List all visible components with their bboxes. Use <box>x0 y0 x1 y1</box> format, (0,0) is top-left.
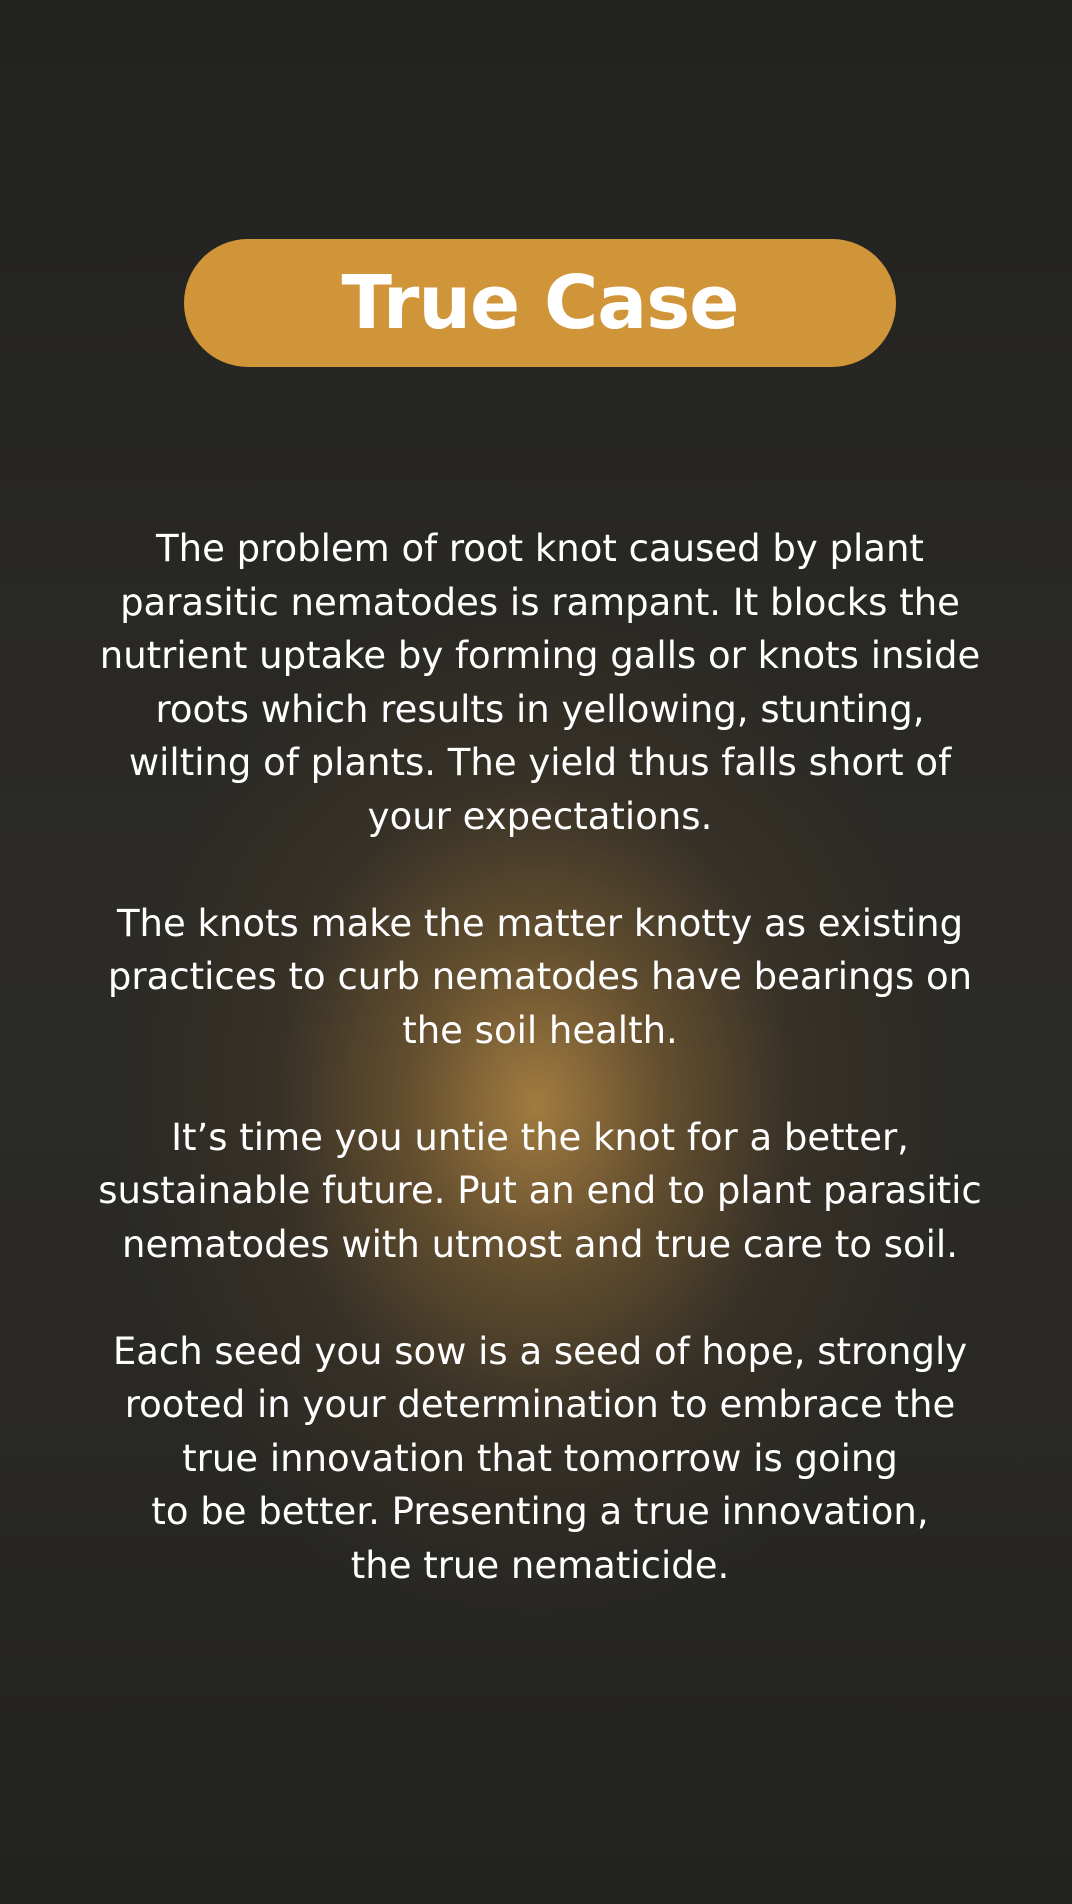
text-line: rooted in your determination to embrace the <box>124 1383 956 1426</box>
text-line: The knots make the matter knotty as existing <box>116 901 964 945</box>
text-line: parasitic nematodes is rampant. It blocks the <box>120 580 960 624</box>
paragraph-seed <box>54 1325 1026 1593</box>
text-line: to be better. Presenting a true innovation, <box>151 1490 929 1533</box>
text-line: the true nematicide. <box>350 1543 730 1587</box>
text-line: Each seed you sow is a seed of hope, strongly <box>112 1329 968 1373</box>
text-line: practices to curb nematodes have bearings on <box>107 955 973 998</box>
text-line: roots which results in yellowing, stunting, <box>155 687 925 731</box>
text-line: wilting of plants. The yield thus falls short of <box>128 741 952 784</box>
text-line: true innovation that tomorrow is going <box>182 1436 898 1480</box>
text-line: the soil health. <box>402 1008 678 1052</box>
text-line: nematodes with utmost and true care to soil. <box>122 1222 958 1266</box>
paragraph-knots <box>54 897 1026 1058</box>
text-line: The problem of root knot caused by plant <box>156 527 924 570</box>
text-line: your expectations. <box>367 794 713 838</box>
text-line: It’s time you untie the knot for a better, <box>171 1115 909 1159</box>
page-title: True Case <box>341 260 739 346</box>
paragraph-untie <box>54 1111 1026 1272</box>
text-line: sustainable future. Put an end to plant parasitic <box>98 1169 982 1212</box>
title-banner <box>184 239 896 367</box>
paragraph-problem <box>54 522 1026 843</box>
text-line: nutrient uptake by forming galls or knots inside <box>99 634 981 677</box>
body-content <box>54 522 1026 1592</box>
